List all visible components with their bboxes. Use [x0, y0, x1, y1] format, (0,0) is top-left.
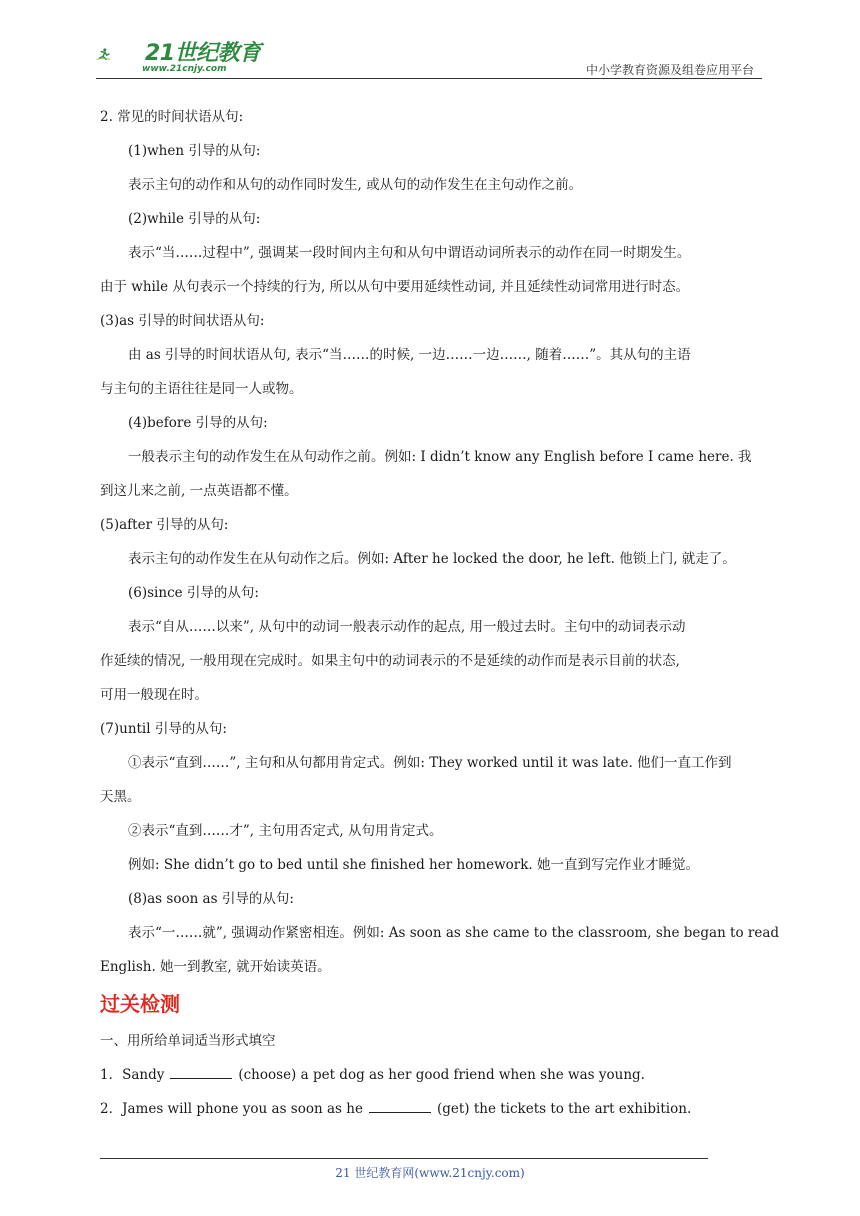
paragraph-line: 表示主句的动作发生在从句动作之后。例如: After he locked the door, he left. 他锁上门, 就走了。 [128, 551, 736, 567]
exercise-heading: 过关检测 [100, 992, 180, 1016]
header-divider [96, 78, 762, 79]
paragraph-line: 与主句的主语往往是同一人或物。 [100, 381, 303, 397]
subsection-title: (5)after 引导的从句: [100, 517, 229, 533]
subsection-title: (2)while 引导的从句: [128, 211, 261, 227]
paragraph-line: 表示主句的动作和从句的动作同时发生, 或从句的动作发生在主句动作之前。 [128, 177, 583, 193]
runner-logo-icon [96, 32, 146, 76]
logo-url: www.21cnjy.com [142, 64, 227, 74]
subsection-title: (3)as 引导的时间状语从句: [100, 313, 265, 329]
exercise-instruction: 一、用所给单词适当形式填空 [100, 1033, 276, 1049]
subsection-title: (8)as soon as 引导的从句: [128, 891, 294, 907]
paragraph-line: English. 她一到教室, 就开始读英语。 [100, 959, 331, 975]
answer-blank[interactable] [170, 1064, 232, 1079]
question-1 [100, 1058, 764, 1092]
paragraph-line: 表示“一……就”, 强调动作紧密相连。例如: As soon as she came to the classroom, she began to read [128, 925, 780, 941]
paragraph-line: ②表示“直到……才”, 主句用否定式, 从句用肯定式。 [128, 823, 443, 839]
subsection-title: (7)until 引导的从句: [100, 721, 227, 737]
subsection-title: (6)since 引导的从句: [128, 585, 259, 601]
footer-divider [100, 1158, 708, 1159]
logo-text: 21世纪教育 [145, 41, 261, 66]
question-2-prefix: 2．James will phone you as soon as he [100, 1101, 363, 1117]
paragraph-line: 可用一般现在时。 [100, 687, 208, 703]
footer-text[interactable]: 21 世纪教育网(www.21cnjy.com) [335, 1166, 525, 1180]
document-body [100, 100, 780, 1126]
paragraph-line: 由于 while 从句表示一个持续的行为, 所以从句中要用延续性动词, 并且延续性动词常用进行时态。 [100, 279, 690, 295]
paragraph-line: 天黑。 [100, 789, 141, 805]
section-title: 2. 常见的时间状语从句: [100, 109, 244, 125]
question-1-suffix: (choose) a pet dog as her good friend when she was young. [238, 1067, 645, 1083]
paragraph-line: ①表示“直到……”, 主句和从句都用肯定式。例如: They worked until it was late. 他们一直工作到 [128, 755, 732, 771]
question-2 [100, 1092, 764, 1126]
paragraph-line: 表示“自从……以来”, 从句中的动词一般表示动作的起点, 用一般过去时。主句中的动词表示动 [128, 619, 686, 635]
paragraph-line: 作延续的情况, 一般用现在完成时。如果主句中的动词表示的不是延续的动作而是表示目前的状态, [100, 653, 680, 669]
subsection-title: (1)when 引导的从句: [128, 143, 261, 159]
page-header [0, 0, 860, 80]
paragraph-line: 例如: She didn’t go to bed until she finished her homework. 她一直到写完作业才睡觉。 [128, 857, 699, 873]
paragraph-line: 到这儿来之前, 一点英语都不懂。 [100, 483, 298, 499]
paragraph-line: 由 as 引导的时间状语从句, 表示“当……的时候, 一边……一边……, 随着……”。其从句的主语 [128, 347, 691, 363]
paragraph-line: 表示“当……过程中”, 强调某一段时间内主句和从句中谓语动词所表示的动作在同一时期发生。 [128, 245, 691, 261]
answer-blank[interactable] [369, 1098, 431, 1113]
platform-title: 中小学教育资源及组卷应用平台 [585, 63, 754, 77]
question-2-suffix: (get) the tickets to the art exhibition. [436, 1101, 692, 1117]
subsection-title: (4)before 引导的从句: [128, 415, 268, 431]
question-1-prefix: 1．Sandy [100, 1067, 165, 1083]
paragraph-line: 一般表示主句的动作发生在从句动作之前。例如: I didn’t know any English before I came here. 我 [128, 449, 752, 465]
